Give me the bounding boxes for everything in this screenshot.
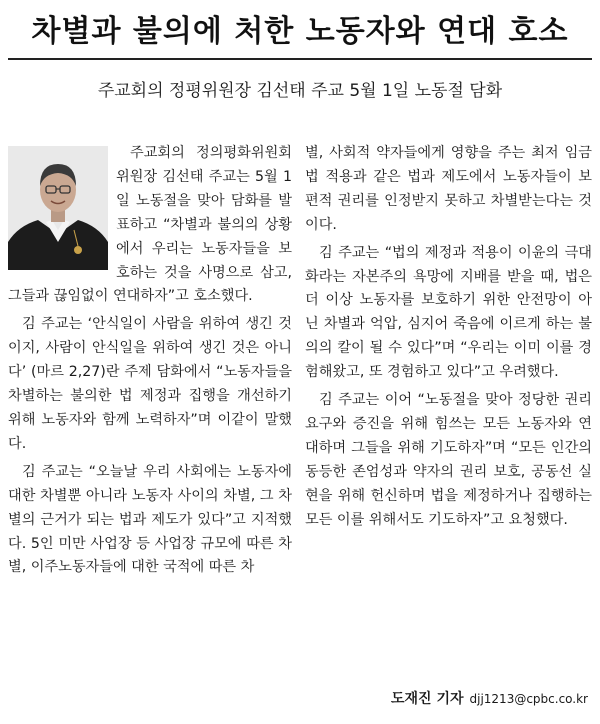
right-paragraph-2: 김 주교는 “법의 제정과 적용이 이윤의 극대화라는 자본주의 욕망에 지배를 받을 때, 법은 더 이상 노동자를 보호하기 위한 안전망이 아닌 차별과 억압, 심지어 죽음에 이르게 하는 불의의 칼이 될 수 있다”며 “우리는 이미 이를 경험해왔고, 또 경험하고 있다”고 우려했다. bbox=[305, 244, 592, 381]
portrait-photo bbox=[8, 146, 108, 270]
subheadline: 주교회의 정평위원장 김선태 주교 5월 1일 노동절 담화 bbox=[97, 81, 503, 101]
right-paragraph-1: 별, 사회적 약자들에게 영향을 주는 최저 임금법 적용과 같은 법과 제도에서 노동자들이 보편적 권리를 인정받지 못하고 차별받는다는 것이다. bbox=[305, 145, 592, 233]
right-paragraph-3: 김 주교는 이어 “노동절을 맞아 정당한 권리 요구와 증진을 위해 힘쓰는 모든 노동자와 연대하며 그들을 위해 기도하자”며 “모든 인간의 동등한 존엄성과 약자의 권리 보호, 공동선 실현을 위해 헌신하며 법을 제정하거나 집행하는 모든 이를 위해서도 기도하자”고 요청했다. bbox=[305, 392, 592, 528]
left-paragraph-3: 김 주교는 “오늘날 우리 사회에는 노동자에 대한 차별뿐 아니라 노동자 사이의 차별, 그 차별의 근거가 되는 법과 제도가 있다”고 지적했다. 5인 미만 사업장 등 사업장 규모에 따른 차별, 이주노동자들에 대한 국적에 따른 차 bbox=[8, 463, 292, 576]
right-column bbox=[305, 142, 592, 533]
byline-name: 도재진 기자 bbox=[391, 691, 464, 707]
headline-rule bbox=[8, 58, 592, 60]
left-paragraph-2: 김 주교는 ‘안식일이 사람을 위하여 생긴 것이지, 사람이 안식일을 위하여 생긴 것은 아니다’ (마르 2,27)란 주제 담화에서 “노동자들을 차별하는 불의한 법 제정과 집행을 개선하기 위해 노동자와 함께 노력하자”며 이같이 말했다. bbox=[8, 316, 292, 452]
byline-email: djj1213@cpbc.co.kr bbox=[469, 692, 588, 706]
left-paragraph-1: 주교회의 정의평화위원회 위원장 김선태 주교는 5월 1일 노동절을 맞아 담화를 발표하고 “차별과 불의의 상황에서 우리는 노동자들을 보호하는 것을 사명으로 삼고, 그들과 끊임없이 연대하자”고 호소했다. bbox=[8, 145, 292, 305]
byline bbox=[391, 688, 588, 708]
left-column bbox=[8, 142, 292, 580]
headline: 차별과 불의에 처한 노동자와 연대 호소 bbox=[31, 14, 569, 49]
